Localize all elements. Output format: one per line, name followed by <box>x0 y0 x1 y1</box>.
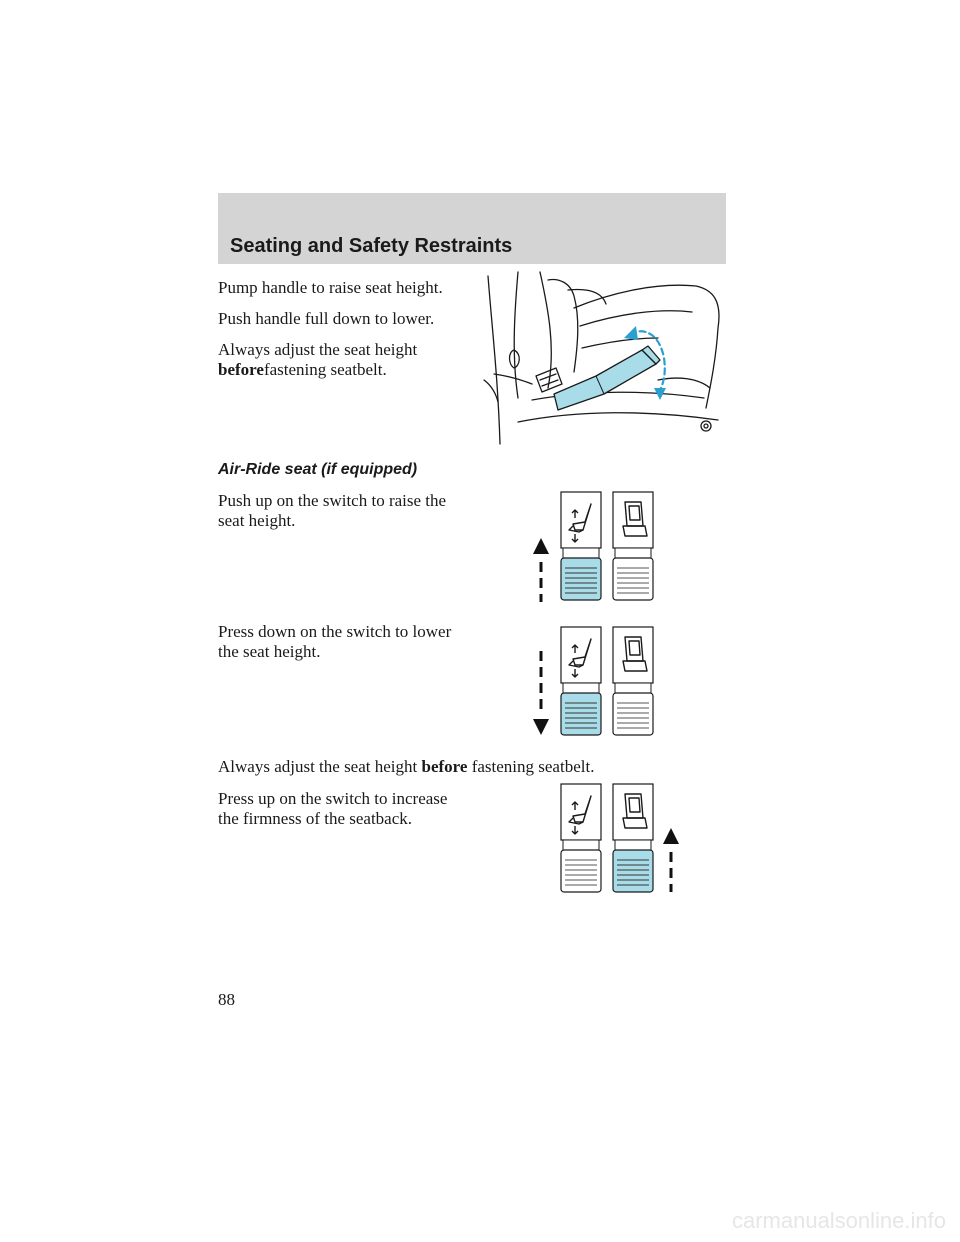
section-header-band <box>218 193 726 264</box>
adjust-before-note <box>218 340 417 380</box>
air-ride-switch-lower-illustration <box>505 625 665 743</box>
firmness-switch <box>613 784 653 892</box>
air-ride-switch-raise-illustration <box>505 490 665 606</box>
up-arrow-icon <box>663 828 679 892</box>
instruction-lower-manual: Push handle full down to lower. <box>218 309 435 328</box>
firm-line-2: the firmness of the seatback. <box>218 809 413 828</box>
seat-lever-illustration <box>478 268 726 448</box>
adjust-before-note-air <box>218 757 594 777</box>
lower-line-2: the seat height. <box>218 642 321 661</box>
height-switch <box>561 492 601 600</box>
note-bold-word: before <box>218 360 264 379</box>
instruction-raise-air <box>218 491 446 531</box>
height-switch <box>561 627 601 735</box>
up-arrow-icon <box>533 538 549 602</box>
watermark: carmanualsonline.info <box>731 1208 946 1233</box>
air-ride-switch-firmness-illustration <box>505 782 690 896</box>
instruction-firmness <box>218 789 447 829</box>
seat-lever-handle <box>554 350 656 410</box>
raise-line-1: Push up on the switch to raise the <box>218 491 447 510</box>
instruction-raise-manual: Pump handle to raise seat height. <box>218 278 443 297</box>
note-air-text: Always adjust the seat height <box>218 757 418 776</box>
note-end: fastening seatbelt. <box>263 360 387 379</box>
raise-line-2: seat height. <box>218 511 296 530</box>
firm-line-1: Press up on the switch to increase <box>218 789 448 808</box>
instruction-lower-air <box>218 622 451 662</box>
note-text: Always adjust the seat height <box>218 340 418 359</box>
page-number: 88 <box>218 990 235 1009</box>
firmness-switch <box>613 627 653 735</box>
note-air-bold: before <box>421 757 468 776</box>
height-switch <box>561 784 601 892</box>
lower-line-1: Press down on the switch to lower <box>218 622 452 641</box>
air-ride-heading: Air-Ride seat (if equipped) <box>218 461 418 478</box>
section-title: Seating and Safety Restraints <box>230 235 513 257</box>
note-air-end: fastening seatbelt. <box>471 757 595 776</box>
down-arrow-icon <box>533 651 549 735</box>
firmness-switch <box>613 492 653 600</box>
